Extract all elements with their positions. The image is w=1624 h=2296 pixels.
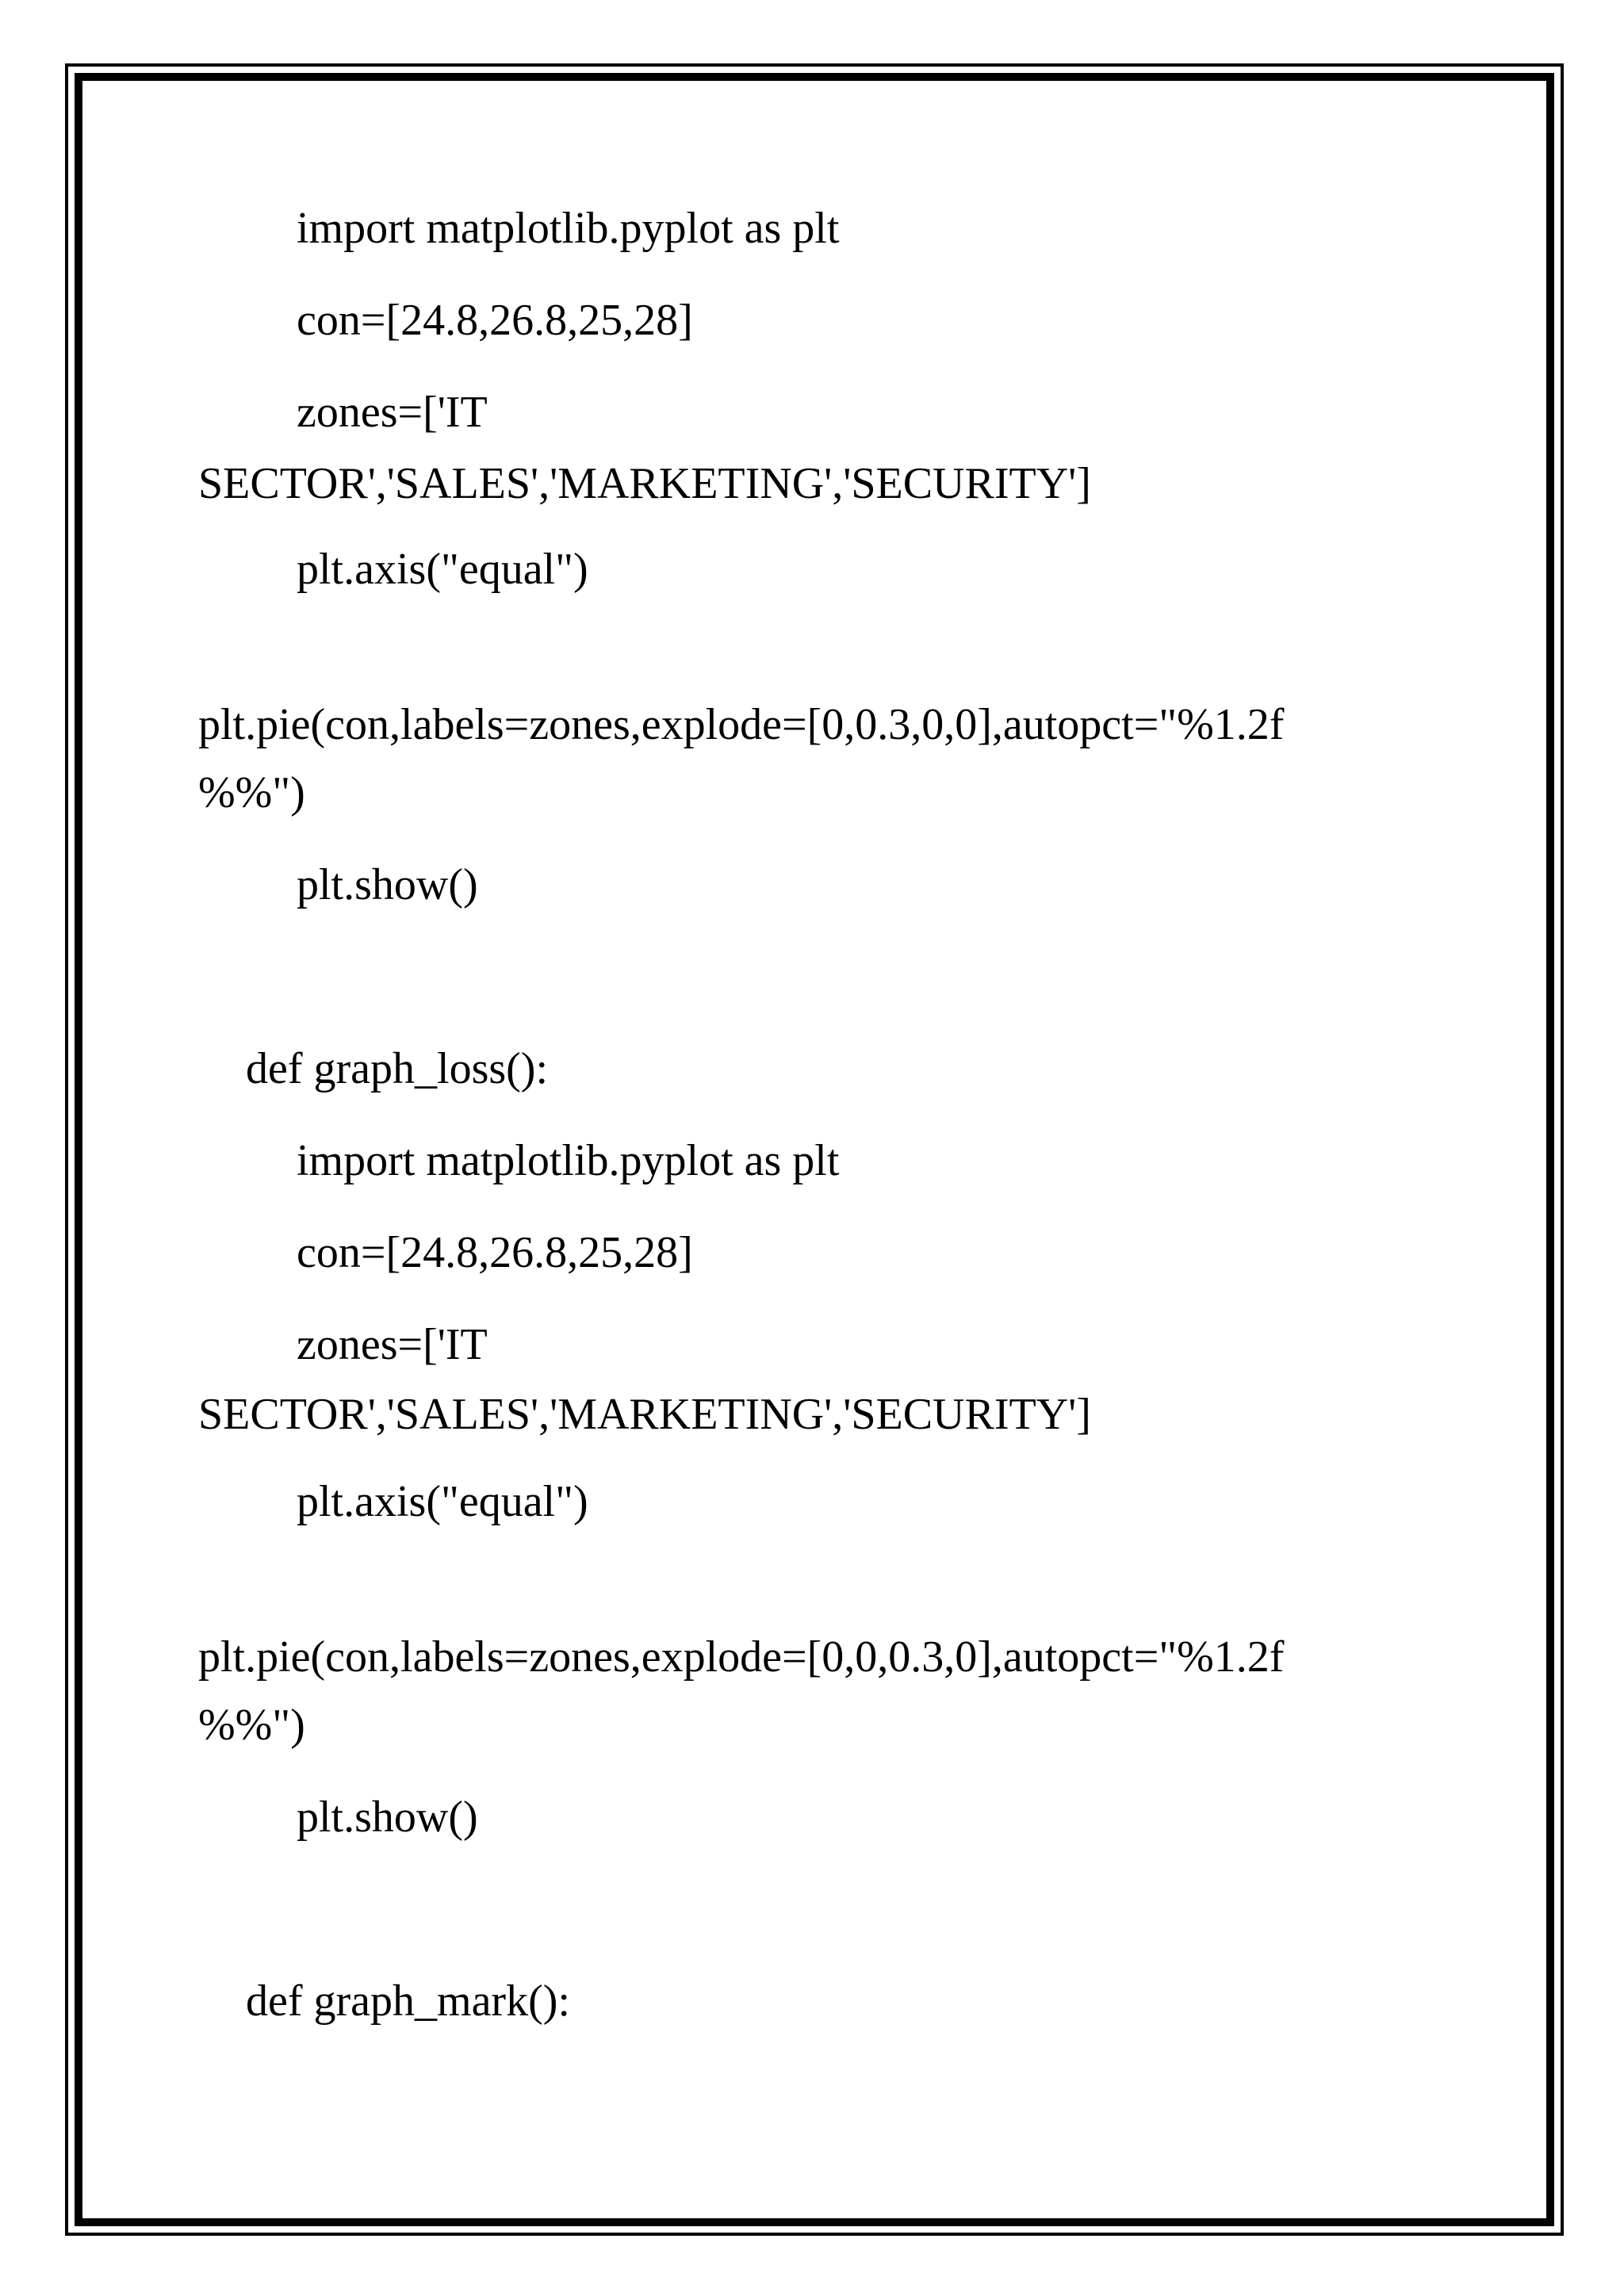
code-line: def graph_mark(): (246, 1976, 570, 2026)
code-line: %%") (198, 768, 305, 817)
code-line: import matplotlib.pyplot as plt (297, 1136, 840, 1185)
code-line: plt.pie(con,labels=zones,explode=[0,0.3,0,0],autopct="%1.2f (198, 700, 1285, 749)
code-line: plt.pie(con,labels=zones,explode=[0,0,0.3,0],autopct="%1.2f (198, 1632, 1285, 1682)
code-line: plt.show() (297, 860, 478, 909)
code-line: zones=['IT (297, 1320, 488, 1369)
code-line: SECTOR','SALES','MARKETING','SECURITY'] (198, 459, 1091, 508)
code-line: SECTOR','SALES','MARKETING','SECURITY'] (198, 1390, 1091, 1439)
code-line: import matplotlib.pyplot as plt (297, 204, 840, 253)
code-line: zones=['IT (297, 388, 488, 437)
code-line: plt.axis("equal") (297, 1477, 588, 1526)
code-line: plt.axis("equal") (297, 545, 588, 594)
code-line: con=[24.8,26.8,25,28] (297, 1228, 693, 1277)
code-line: plt.show() (297, 1793, 478, 1842)
code-line: def graph_loss(): (246, 1044, 549, 1093)
code-line: con=[24.8,26.8,25,28] (297, 296, 693, 345)
code-line: %%") (198, 1701, 305, 1750)
